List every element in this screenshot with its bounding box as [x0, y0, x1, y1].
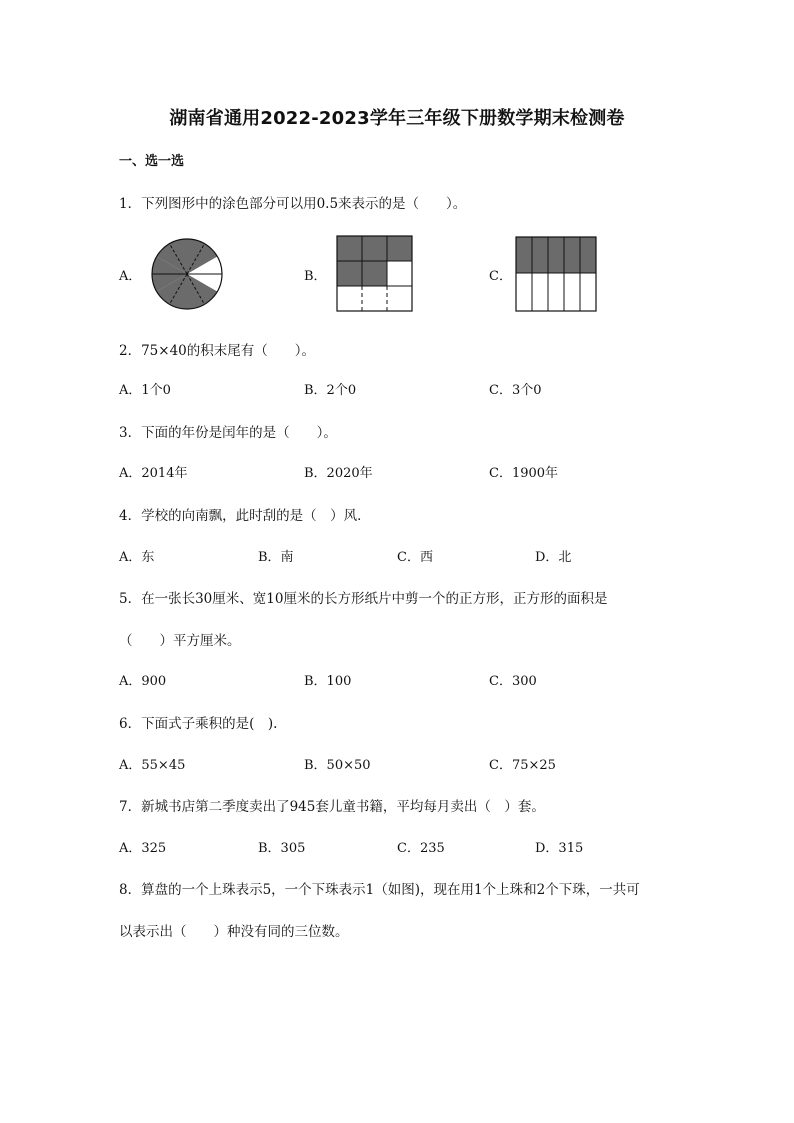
q1-option-a-circle-figure [150, 237, 224, 311]
q1-option-b-grid-figure [336, 235, 414, 313]
question-2-stem: 2．75×40的积末尾有（ ）。 [119, 343, 316, 359]
section-heading: 一、选一选 [119, 154, 185, 169]
q7-option-a: A．325 [119, 841, 167, 856]
question-1-stem: 1．下列图形中的涂色部分可以用0.5来表示的是（ ）。 [119, 196, 467, 212]
q3-option-a: A．2014年 [119, 466, 188, 481]
page-title: 湖南省通用2022-2023学年三年级下册数学期末检测卷 [169, 108, 625, 129]
q6-option-b: B．50×50 [304, 758, 371, 773]
q5-option-a: A．900 [119, 674, 167, 689]
q6-option-c: C．75×25 [489, 758, 556, 773]
question-3-stem: 3．下面的年份是闰年的是（ ）。 [119, 425, 337, 441]
q2-option-c: C．3个0 [489, 383, 542, 398]
q2-option-a: A．1个0 [119, 383, 171, 398]
question-5-stem: 5．在一张长30厘米、宽10厘米的长方形纸片中剪一个的正方形，正方形的面积是 [119, 591, 608, 607]
q3-option-b: B．2020年 [304, 466, 373, 481]
q7-option-b: B．305 [258, 841, 306, 856]
q4-option-b: B．南 [258, 550, 294, 565]
q1-option-c-bar-figure [515, 236, 597, 312]
q6-option-a: A．55×45 [119, 758, 186, 773]
q3-option-c: C．1900年 [489, 466, 559, 481]
q5-option-b: B．100 [304, 674, 352, 689]
question-8-stem: 8．算盘的一个上珠表示5，一个下珠表示1（如图)，现在用1个上珠和2个下珠，一共可 [119, 882, 640, 898]
q5-option-c: C．300 [489, 674, 537, 689]
q4-option-a: A．东 [119, 550, 155, 565]
q7-option-d: D．315 [535, 841, 584, 856]
question-7-stem: 7．新城书店第二季度卖出了945套儿童书籍，平均每月卖出（ ）套。 [119, 799, 545, 815]
question-4-stem: 4．学校的向南飘，此时刮的是（ ）风． [119, 508, 371, 524]
question-6-stem: 6．下面式子乘积的是( ). [119, 716, 278, 732]
q7-option-c: C．235 [397, 841, 445, 856]
q1-option-b-label: B． [304, 269, 327, 284]
q2-option-b: B．2个0 [304, 383, 357, 398]
question-8-stem-continued: 以表示出（ ）种没有同的三位数。 [119, 924, 349, 940]
q1-option-a-label: A． [119, 269, 142, 284]
q4-option-d: D．北 [535, 550, 572, 565]
q4-option-c: C．西 [397, 550, 433, 565]
q1-option-c-label: C． [489, 269, 512, 284]
question-5-stem-continued: （ ）平方厘米。 [119, 633, 241, 649]
